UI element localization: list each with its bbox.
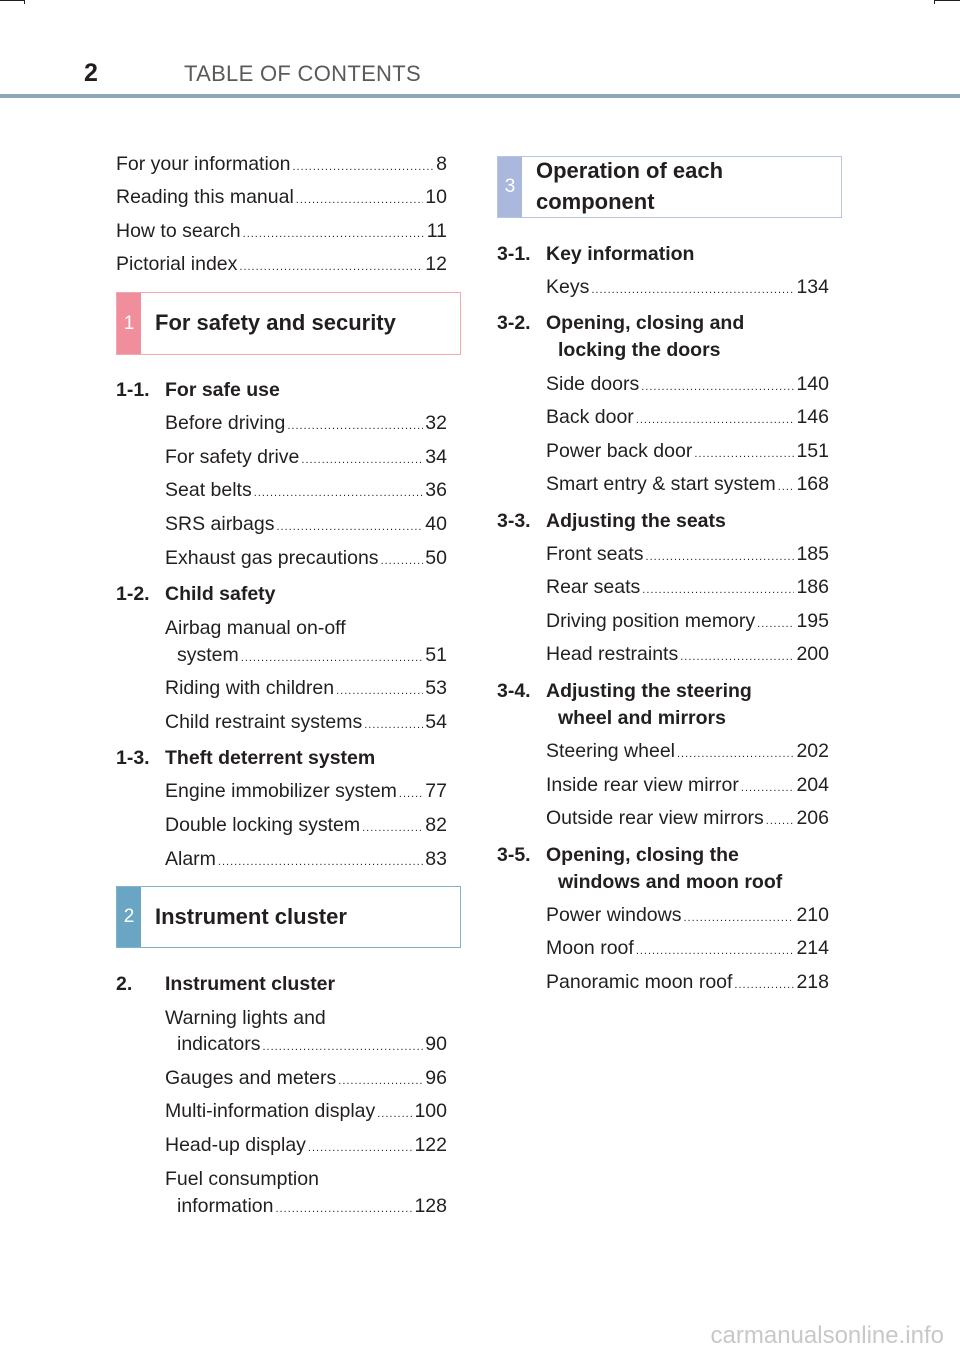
- toc-entry-label[interactable]: Fuel consumption: [165, 1168, 319, 1190]
- toc-entry[interactable]: [165, 444, 447, 473]
- toc-entry-label: Rear seats: [546, 576, 641, 598]
- toc-entry-page: 185: [796, 543, 829, 565]
- toc-entry-page: 214: [796, 937, 829, 959]
- leader-dots: [381, 548, 424, 574]
- toc-entry-label: Steering wheel: [546, 740, 675, 762]
- leader-dots: [364, 712, 423, 738]
- leader-dots: [296, 187, 424, 213]
- section-number: 1-3.: [116, 747, 150, 769]
- toc-entry-label: Keys: [546, 276, 590, 298]
- toc-entry[interactable]: [546, 574, 829, 603]
- toc-entry[interactable]: [177, 642, 447, 671]
- toc-entry-page: 210: [796, 904, 829, 926]
- toc-entry[interactable]: [546, 902, 829, 931]
- leader-dots: [338, 1068, 423, 1094]
- leader-dots: [399, 781, 423, 807]
- toc-entry-page: 168: [796, 473, 829, 495]
- toc-entry-page: 186: [796, 576, 829, 598]
- toc-entry-page: 195: [796, 610, 829, 632]
- toc-entry-page: 90: [425, 1033, 447, 1055]
- watermark: carmanualsonline.info: [710, 1322, 944, 1349]
- leader-dots: [262, 1034, 423, 1060]
- leader-dots: [680, 644, 794, 670]
- toc-entry-label: SRS airbags: [165, 513, 275, 535]
- toc-entry[interactable]: [165, 1132, 447, 1161]
- page-title: TABLE OF CONTENTS: [184, 61, 421, 86]
- toc-entry-page: 50: [425, 547, 447, 569]
- leader-dots: [636, 938, 795, 964]
- page-number: 2: [84, 59, 98, 87]
- header-rule: [0, 94, 960, 98]
- leader-dots: [646, 544, 795, 570]
- toc-entry-label: Riding with children: [165, 677, 335, 699]
- leader-dots: [241, 645, 424, 671]
- section-title-line2[interactable]: locking the doors: [558, 339, 721, 361]
- section-number: 1-2.: [116, 583, 150, 605]
- toc-entry-page: 54: [425, 711, 447, 733]
- toc-entry-page: 140: [796, 373, 829, 395]
- leader-dots: [308, 1135, 413, 1161]
- section-title-line1[interactable]: Opening, closing the: [546, 844, 739, 866]
- toc-entry[interactable]: [177, 1193, 447, 1222]
- page-header: [0, 0, 960, 98]
- toc-entry-label: Exhaust gas precautions: [165, 547, 379, 569]
- section-title-line1[interactable]: Adjusting the steering: [546, 680, 752, 702]
- leader-dots: [694, 441, 794, 467]
- section-title-line1[interactable]: Opening, closing and: [546, 312, 745, 334]
- toc-entry-page: 77: [425, 780, 447, 802]
- toc-entry-page: 36: [425, 479, 447, 501]
- toc-entry-page: 82: [425, 814, 447, 836]
- toc-entry-page: 200: [796, 643, 829, 665]
- chapter-number-tab: 1: [117, 293, 141, 354]
- toc-entry[interactable]: [546, 772, 829, 801]
- toc-entry[interactable]: [165, 545, 447, 574]
- leader-dots: [642, 577, 794, 603]
- section-title-line2[interactable]: wheel and mirrors: [558, 707, 726, 729]
- toc-entry-label: Multi-information display: [165, 1100, 376, 1122]
- leader-dots: [677, 741, 794, 767]
- toc-entry-page: 83: [425, 848, 447, 870]
- leader-dots: [362, 815, 423, 841]
- toc-entry-page: 53: [425, 677, 447, 699]
- toc-entry[interactable]: [546, 935, 829, 964]
- toc-entry[interactable]: [116, 184, 447, 213]
- toc-entry-page: 96: [425, 1067, 447, 1089]
- toc-entry-page: 202: [796, 740, 829, 762]
- toc-entry[interactable]: [546, 471, 829, 500]
- toc-entry-label: Power back door: [546, 440, 693, 462]
- toc-entry-page: 134: [796, 276, 829, 298]
- toc-entry-page: 8: [436, 153, 447, 175]
- toc-entry-label: Seat belts: [165, 479, 252, 501]
- toc-entry-page: 204: [796, 774, 829, 796]
- toc-entry[interactable]: [546, 371, 829, 400]
- toc-entry[interactable]: [165, 410, 447, 439]
- chapter-title-line1: Operation of each: [536, 158, 724, 183]
- chapter-3-heading[interactable]: [497, 156, 842, 218]
- chapter-number-tab: 3: [498, 157, 522, 217]
- chapter-title-line2: component: [536, 189, 655, 214]
- toc-entry[interactable]: [116, 151, 447, 180]
- leader-dots: [683, 905, 794, 931]
- toc-entry-label: Front seats: [546, 543, 644, 565]
- section-number: 3-4.: [497, 680, 531, 702]
- leader-dots: [292, 154, 434, 180]
- toc-entry-label: Power windows: [546, 904, 682, 926]
- toc-entry-label: Reading this manual: [116, 186, 294, 208]
- toc-entry-page: 151: [796, 440, 829, 462]
- toc-entry[interactable]: [546, 738, 829, 767]
- leader-dots: [757, 611, 794, 637]
- toc-entry[interactable]: [177, 1031, 447, 1060]
- leader-dots: [218, 849, 423, 875]
- leader-dots: [336, 678, 423, 704]
- toc-entry[interactable]: [165, 778, 447, 807]
- section-number: 3-5.: [497, 844, 531, 866]
- toc-entry-label: Engine immobilizer system: [165, 780, 397, 802]
- section-number: 3-1.: [497, 243, 531, 265]
- leader-dots: [636, 407, 795, 433]
- toc-entry-label: Head-up display: [165, 1134, 306, 1156]
- toc-entry-label: Gauges and meters: [165, 1067, 337, 1089]
- section-number: 3-3.: [497, 510, 531, 532]
- toc-entry[interactable]: [116, 251, 447, 280]
- toc-entry[interactable]: [546, 805, 829, 834]
- toc-entry-page: 218: [796, 971, 829, 993]
- toc-entry[interactable]: [165, 812, 447, 841]
- toc-entry[interactable]: [116, 218, 447, 247]
- toc-entry-label: For your information: [116, 153, 291, 175]
- toc-entry-label: Back door: [546, 406, 634, 428]
- chapter-title: Instrument cluster: [155, 904, 347, 929]
- toc-entry-page: 10: [425, 186, 447, 208]
- leader-dots: [243, 221, 425, 247]
- toc-entry-page: 128: [414, 1195, 447, 1217]
- toc-entry-page: 146: [796, 406, 829, 428]
- toc-entry[interactable]: [165, 846, 447, 875]
- leader-dots: [276, 514, 423, 540]
- toc-entry-label: Inside rear view mirror: [546, 774, 739, 796]
- toc-entry-label: Panoramic moon roof: [546, 971, 733, 993]
- toc-entry[interactable]: [165, 709, 447, 738]
- toc-entry-label: Double locking system: [165, 814, 361, 836]
- leader-dots: [254, 480, 424, 506]
- toc-entry-label: Pictorial index: [116, 253, 238, 275]
- toc-entry-page: 51: [425, 644, 447, 666]
- toc-entry-label: Outside rear view mirrors: [546, 807, 764, 829]
- chapter-number-tab: 2: [117, 887, 141, 947]
- toc-entry-page: 32: [425, 412, 447, 434]
- toc-entry-label: Smart entry & start system: [546, 473, 776, 495]
- section-title[interactable]: Key information: [546, 243, 695, 265]
- toc-entry[interactable]: [165, 1065, 447, 1094]
- toc-entry-label: Driving position memory: [546, 610, 756, 632]
- toc-entry-label: system: [177, 644, 239, 666]
- toc-entry[interactable]: [546, 541, 829, 570]
- toc-entry[interactable]: [546, 608, 829, 637]
- leader-dots: [766, 808, 795, 834]
- section-title[interactable]: For safe use: [165, 379, 280, 401]
- toc-entry[interactable]: [165, 477, 447, 506]
- section-number: 3-2.: [497, 312, 531, 334]
- toc-entry-page: 12: [425, 253, 447, 275]
- leader-dots: [301, 447, 423, 473]
- toc-entry-page: 122: [414, 1134, 447, 1156]
- toc-entry-label: For safety drive: [165, 446, 300, 468]
- toc-entry-label: information: [177, 1195, 274, 1217]
- toc-entry[interactable]: [546, 641, 829, 670]
- toc-entry[interactable]: [165, 1098, 447, 1127]
- toc-entry-label: Side doors: [546, 373, 640, 395]
- toc-entry-label: Alarm: [165, 848, 216, 870]
- leader-dots: [741, 775, 795, 801]
- section-title[interactable]: Child safety: [165, 583, 276, 605]
- leader-dots: [778, 474, 795, 500]
- toc-entry[interactable]: [546, 274, 829, 303]
- toc-entry-page: 206: [796, 807, 829, 829]
- chapter-1-heading[interactable]: [116, 292, 461, 355]
- toc-entry-page: 34: [425, 446, 447, 468]
- section-title-line2[interactable]: windows and moon roof: [558, 871, 783, 893]
- section-title[interactable]: Instrument cluster: [165, 973, 336, 995]
- toc-entry-label: How to search: [116, 220, 241, 242]
- toc-entry-page: 100: [414, 1100, 447, 1122]
- section-number: 1-1.: [116, 379, 150, 401]
- toc-entry[interactable]: [165, 511, 447, 540]
- toc-entry-label: Head restraints: [546, 643, 679, 665]
- toc-entry-label[interactable]: Warning lights and: [165, 1007, 326, 1029]
- toc-entry-page: 40: [425, 513, 447, 535]
- leader-dots: [591, 277, 794, 303]
- toc-entry-label: Moon roof: [546, 937, 634, 959]
- section-title[interactable]: Theft deterrent system: [165, 747, 376, 769]
- leader-dots: [641, 374, 794, 400]
- leader-dots: [734, 972, 794, 998]
- chapter-title: For safety and security: [155, 310, 396, 335]
- chapter-2-heading[interactable]: [116, 886, 461, 948]
- section-number: 2.: [116, 973, 133, 995]
- toc-entry-label[interactable]: Airbag manual on-off: [165, 617, 346, 639]
- section-title[interactable]: Adjusting the seats: [546, 510, 726, 532]
- toc-entry[interactable]: [546, 404, 829, 433]
- leader-dots: [287, 413, 423, 439]
- toc-entry-label: Child restraint systems: [165, 711, 363, 733]
- toc-entry[interactable]: [546, 438, 829, 467]
- toc-entry-label: Before driving: [165, 412, 286, 434]
- leader-dots: [239, 254, 423, 280]
- toc-entry-label: indicators: [177, 1033, 261, 1055]
- toc-entry-page: 11: [426, 220, 447, 242]
- toc-entry[interactable]: [546, 969, 829, 998]
- toc-entry[interactable]: [165, 675, 447, 704]
- leader-dots: [377, 1101, 412, 1127]
- leader-dots: [275, 1196, 412, 1222]
